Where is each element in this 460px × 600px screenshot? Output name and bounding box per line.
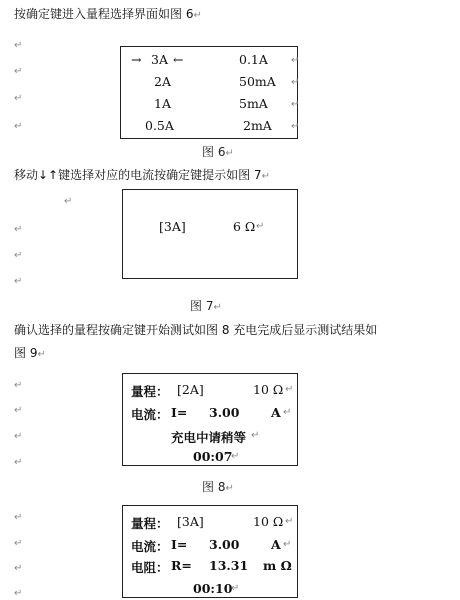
paragraph-mark: ↵ [14, 250, 23, 261]
range-option-2a: 2A [154, 74, 171, 89]
paragraph-mark: ↵ [14, 40, 23, 51]
resistance-value: 6 Ω [233, 219, 256, 234]
paragraph-mark: ↵ [291, 121, 300, 132]
range-label: 量程： [131, 516, 169, 531]
figure-7-caption: 图 7↵ [190, 299, 222, 313]
paragraph-mark: ↵ [14, 380, 23, 391]
resistance-value: 10 Ω [253, 514, 284, 529]
paragraph-mark: ↵ [14, 538, 23, 549]
paragraph-mark: ↵ [231, 451, 240, 462]
selected-range: [3A] [159, 219, 186, 234]
current-label: 电流： [131, 407, 169, 422]
figure-8-charging-screen [122, 373, 298, 466]
elapsed-time: 00:10 [193, 581, 233, 596]
measured-resistance-unit: m Ω [263, 558, 292, 573]
paragraph-mark: ↵ [14, 405, 23, 416]
range-option-5ma: 5mA [239, 96, 268, 111]
elapsed-time: 00:07 [193, 449, 233, 464]
current-symbol: I= [171, 405, 188, 420]
range-value: [2A] [177, 382, 204, 397]
paragraph-mark: ↵ [231, 583, 240, 594]
paragraph-mark: ↵ [14, 66, 23, 77]
paragraph-mark: ↵ [256, 221, 265, 232]
range-label: 量程： [131, 384, 169, 399]
intro-paragraph-fig8: 确认选择的量程按确定键开始测试如图 8 充电完成后显示测试结果如 [14, 323, 378, 337]
range-option-3a: 3A [151, 52, 168, 67]
figure-6-caption: 图 6↵ [202, 145, 234, 159]
paragraph-mark: ↵ [283, 539, 292, 550]
current-unit: A [271, 537, 281, 552]
resistance-symbol: R= [171, 558, 192, 573]
current-symbol: I= [171, 537, 188, 552]
paragraph-mark: ↵ [251, 430, 260, 441]
paragraph-mark: ↵ [14, 457, 23, 468]
current-value: 3.00 [209, 537, 240, 552]
range-option-0-1a: 0.1A [239, 52, 268, 67]
measured-resistance: 13.31 [209, 558, 249, 573]
intro-paragraph-fig9: 图 9↵ [14, 346, 46, 360]
figure-7-confirm-screen [122, 189, 298, 279]
current-label: 电流： [131, 539, 169, 554]
intro-paragraph-fig6: 按确定键进入量程选择界面如图 6↵ [14, 7, 202, 21]
range-option-50ma: 50mA [239, 74, 276, 89]
paragraph-mark: ↵ [283, 407, 292, 418]
paragraph-mark: ↵ [285, 384, 294, 395]
paragraph-mark: ↵ [285, 516, 294, 527]
paragraph-mark: ↵ [291, 77, 300, 88]
current-value: 3.00 [209, 405, 240, 420]
paragraph-mark: ↵ [14, 224, 23, 235]
charging-status: 充电中请稍等 [171, 430, 247, 445]
selection-arrow-right: ← [173, 52, 184, 67]
paragraph-mark: ↵ [14, 563, 23, 574]
range-value: [3A] [177, 514, 204, 529]
resistance-value: 10 Ω [253, 382, 284, 397]
range-option-0-5a: 0.5A [145, 118, 174, 133]
paragraph-mark: ↵ [291, 99, 300, 110]
paragraph-mark: ↵ [64, 196, 73, 207]
paragraph-mark: ↵ [291, 55, 300, 66]
paragraph-mark: ↵ [14, 276, 23, 287]
paragraph-mark: ↵ [14, 93, 23, 104]
figure-8-caption: 图 8↵ [202, 480, 234, 494]
paragraph-mark: ↵ [14, 431, 23, 442]
selection-arrow-left: → [131, 52, 142, 67]
range-option-1a: 1A [154, 96, 171, 111]
figure-9-result-screen [122, 505, 298, 598]
intro-paragraph-fig7: 移动↓↑键选择对应的电流按确定键提示如图 7↵ [14, 168, 270, 182]
range-option-2ma: 2mA [243, 118, 272, 133]
paragraph-mark: ↵ [14, 588, 23, 599]
paragraph-mark: ↵ [14, 121, 23, 132]
figure-6-range-selection-screen [120, 46, 298, 139]
paragraph-mark: ↵ [14, 512, 23, 523]
resistance-label: 电阻： [131, 560, 169, 575]
current-unit: A [271, 405, 281, 420]
